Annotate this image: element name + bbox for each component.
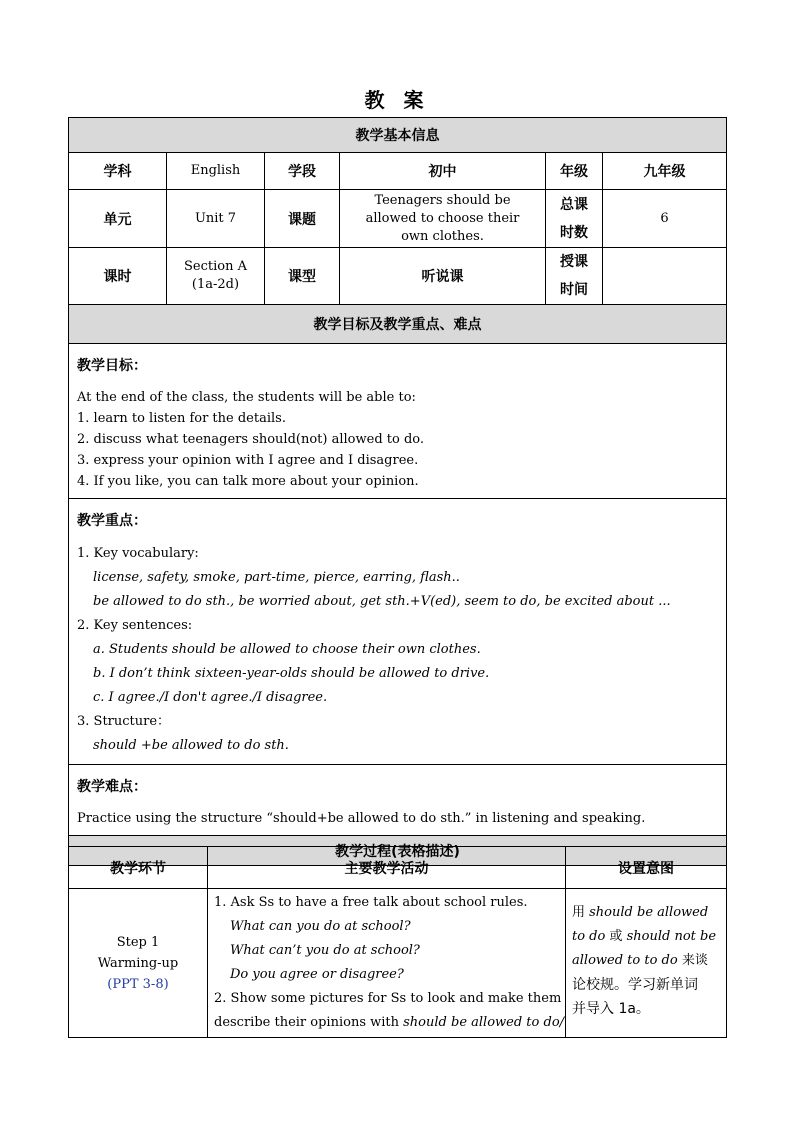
stage-value: 初中 xyxy=(340,153,546,190)
sentence-b: b. I don’t think sixteen-year-olds should be allowed to drive. xyxy=(93,666,490,681)
time-value xyxy=(603,248,727,305)
activity-question-2: What can’t you do at school? xyxy=(230,943,420,958)
difficulties-text: Practice using the structure “should+be allowed to do sth.” in listening and speaking. xyxy=(77,811,646,826)
subject-value: English xyxy=(167,153,265,190)
process-header: 教学过程(表格描述) xyxy=(69,836,727,866)
key-points-section xyxy=(69,499,727,765)
total-hours-label-2: 时数 xyxy=(560,224,588,241)
step1-cell xyxy=(69,889,208,1038)
grade-value: 九年级 xyxy=(603,153,727,190)
unit-label: 单元 xyxy=(69,190,167,248)
intent-4: 论校规。学习新单词 xyxy=(572,977,698,993)
intent-5: 并导入 1a。 xyxy=(572,1001,650,1017)
intent-2-italic-b: should not be xyxy=(626,929,717,944)
col-activity-header: 主要教学活动 xyxy=(208,847,566,889)
activity-2b-italic: should be allowed to do/ xyxy=(403,1015,565,1030)
basic-info-header: 教学基本信息 xyxy=(69,118,727,153)
period-value xyxy=(167,248,265,305)
col-intent-header: 设置意图 xyxy=(566,847,727,889)
subject-label: 学科 xyxy=(69,153,167,190)
activity-question-1: What can you do at school? xyxy=(230,919,411,934)
time-label-2: 时间 xyxy=(560,282,588,298)
objective-line-3: 3. express your opinion with I agree and I disagree. xyxy=(77,453,419,468)
activity-2a: 2. Show some pictures for Ss to look and make them xyxy=(214,991,562,1006)
grade-label: 年级 xyxy=(546,153,603,190)
intent-2-italic: to do xyxy=(572,929,606,944)
topic-label: 课题 xyxy=(265,190,340,248)
step1-title: Warming-up xyxy=(97,955,179,971)
unit-value: Unit 7 xyxy=(167,190,265,248)
intent-1-italic: should be allowed xyxy=(589,905,709,920)
activity-2b xyxy=(214,1011,565,1035)
time-label xyxy=(546,248,603,305)
col-stage-header: 教学环节 xyxy=(69,847,208,889)
difficulties-section xyxy=(69,765,727,836)
topic-value: Teenagers should be allowed to choose their own clothes. xyxy=(340,190,546,248)
objective-line-1: 1. learn to listen for the details. xyxy=(77,411,286,426)
objectives-section xyxy=(69,344,727,499)
objective-line-4: 4. If you like, you can talk more about your opinion. xyxy=(77,474,419,489)
stage-label: 学段 xyxy=(265,153,340,190)
total-hours-label xyxy=(546,190,603,248)
activity-2b-plain: describe their opinions with xyxy=(214,1015,404,1030)
period-label: 课时 xyxy=(69,248,167,305)
objectives-header: 教学目标及教学重点、难点 xyxy=(69,305,727,344)
structure-title: 3. Structure： xyxy=(77,714,171,729)
intent-3: 来谈 xyxy=(677,953,708,968)
type-label: 课型 xyxy=(265,248,340,305)
time-label-1: 授课 xyxy=(560,254,588,270)
document-title: 教 案 xyxy=(364,88,430,112)
sentences-title: 2. Key sentences: xyxy=(77,618,193,633)
vocab-line-1: license, safety, smoke, part-time, pierce, earring, flash.. xyxy=(93,570,460,585)
step1-ppt: (PPT 3-8) xyxy=(107,976,169,992)
intent-2: 或 xyxy=(605,929,627,944)
sentence-c: c. I agree./I don't agree./I disagree. xyxy=(93,690,328,705)
activity-question-3: Do you agree or disagree? xyxy=(230,967,404,982)
difficulties-label: 教学难点： xyxy=(77,779,147,795)
key-points-label: 教学重点： xyxy=(77,513,147,529)
basic-info-table xyxy=(68,117,727,866)
period-value-1: Section A xyxy=(184,259,247,274)
type-value: 听说课 xyxy=(340,248,546,305)
step1-activities xyxy=(208,889,566,1038)
period-value-2: (1a-2d) xyxy=(191,277,240,292)
vocab-title: 1. Key vocabulary: xyxy=(77,546,199,561)
structure-text: should +be allowed to do sth. xyxy=(93,738,289,753)
intent-3-italic: allowed to to do xyxy=(572,953,678,968)
activity-1: 1. Ask Ss to have a free talk about school rules. xyxy=(214,895,528,910)
step1-intent xyxy=(566,889,727,1038)
objective-line-0: At the end of the class, the students will be able to: xyxy=(77,390,416,405)
objectives-label: 教学目标： xyxy=(77,358,147,374)
sentence-a: a. Students should be allowed to choose their own clothes. xyxy=(93,642,481,657)
intent-1: 用 xyxy=(572,905,590,920)
total-hours-value: 6 xyxy=(603,190,727,248)
step1-name: Step 1 xyxy=(116,934,160,950)
process-table xyxy=(68,846,727,1038)
vocab-line-2: be allowed to do sth., be worried about, get sth.+V(ed), seem to do, be excited about ... xyxy=(93,594,671,609)
objective-line-2: 2. discuss what teenagers should(not) allowed to do. xyxy=(77,432,425,447)
total-hours-label-1: 总课 xyxy=(560,196,588,213)
